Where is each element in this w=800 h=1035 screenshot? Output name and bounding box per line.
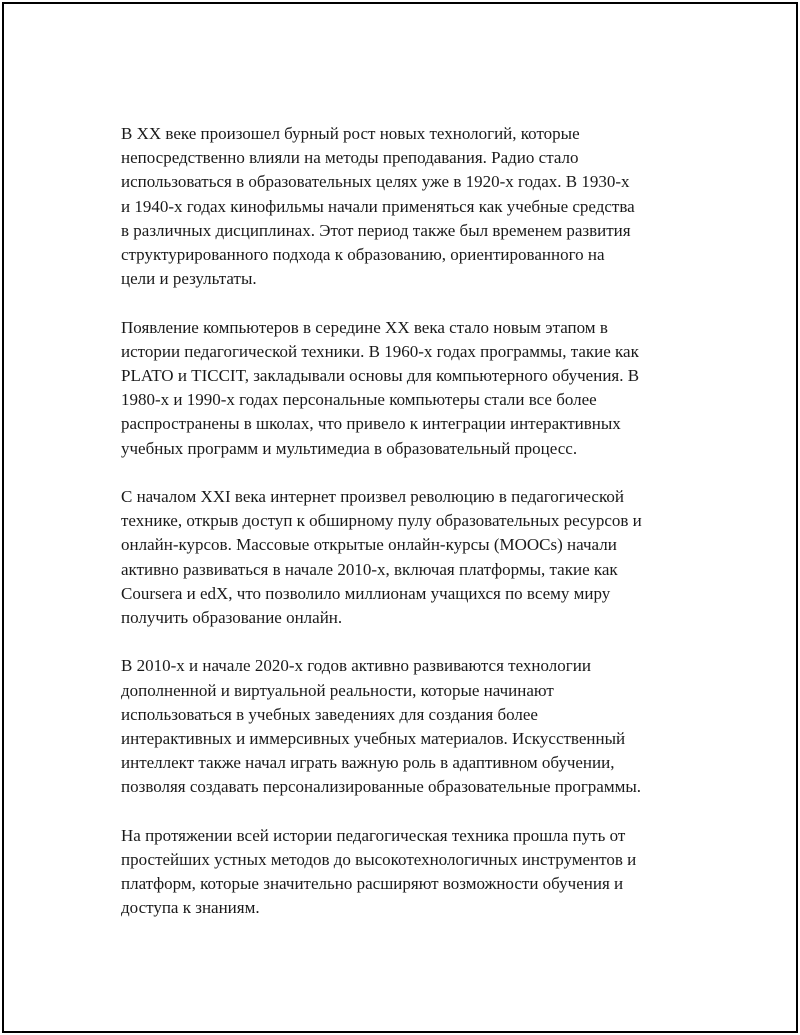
text-line: интеллект также начал играть важную роль в адаптивном обучении, <box>121 753 615 773</box>
text-line: активно развиваться в начале 2010-х, включая платформы, такие как <box>121 559 618 579</box>
text-line: В XX веке произошел бурный рост новых технологий, которые <box>121 124 580 143</box>
text-line: дополненной и виртуальной реальности, которые начинают <box>121 680 554 700</box>
paragraph-3 <box>121 485 711 630</box>
text-line: PLATO и TICCIT, закладывали основы для компьютерного обучения. В <box>121 366 640 386</box>
text-line: истории педагогической техники. В 1960-х годах программы, такие как <box>121 341 639 361</box>
page-frame <box>2 2 798 1033</box>
paragraph-4 <box>121 654 711 799</box>
text-line: и 1940-х годах кинофильмы начали применяться как учебные средства <box>121 196 635 216</box>
paragraph-1 <box>121 122 711 291</box>
text-line: 1980-х и 1990-х годах персональные компьютеры стали все более <box>121 390 597 410</box>
text-line: простейших устных методов до высокотехнологичных инструментов и <box>121 850 637 870</box>
paragraph-2 <box>121 316 711 461</box>
text-line: использоваться в учебных заведениях для создания более <box>121 704 538 724</box>
text-line: платформ, которые значительно расширяют возможности обучения и <box>121 874 624 894</box>
text-line: непосредственно влияли на методы преподавания. Радио стало <box>121 148 579 168</box>
document-body <box>121 122 711 945</box>
text-line: использоваться в образовательных целях уже в 1920-х годах. В 1930-х <box>121 172 630 192</box>
text-line: позволяя создавать персонализированные образовательные программы. <box>121 777 642 797</box>
text-line: распространены в школах, что привело к интеграции интерактивных <box>121 414 621 434</box>
text-line: структурированного подхода к образованию, ориентированного на <box>121 245 605 265</box>
text-line: доступа к знаниям. <box>121 898 260 918</box>
text-line: получить образование онлайн. <box>121 608 343 628</box>
text-line: С началом XXI века интернет произвел революцию в педагогической <box>121 487 624 507</box>
text-line: Coursera и edX, что позволило миллионам учащихся по всему миру <box>121 583 611 603</box>
paragraph-5 <box>121 824 711 921</box>
text-line: технике, открыв доступ к обширному пулу образовательных ресурсов и <box>121 511 642 531</box>
text-line: В 2010-х и начале 2020-х годов активно развиваются технологии <box>121 656 591 676</box>
text-line: онлайн-курсов. Массовые открытые онлайн-курсы (MOOCs) начали <box>121 535 617 555</box>
text-line: в различных дисциплинах. Этот период также был временем развития <box>121 220 631 240</box>
text-line: учебных программ и мультимедиа в образовательный процесс. <box>121 438 578 458</box>
text-line: интерактивных и иммерсивных учебных материалов. Искусственный <box>121 729 626 749</box>
text-line: цели и результаты. <box>121 269 257 289</box>
text-line: Появление компьютеров в середине XX века стало новым этапом в <box>121 317 608 337</box>
text-line: На протяжении всей истории педагогическая техника прошла путь от <box>121 825 626 845</box>
